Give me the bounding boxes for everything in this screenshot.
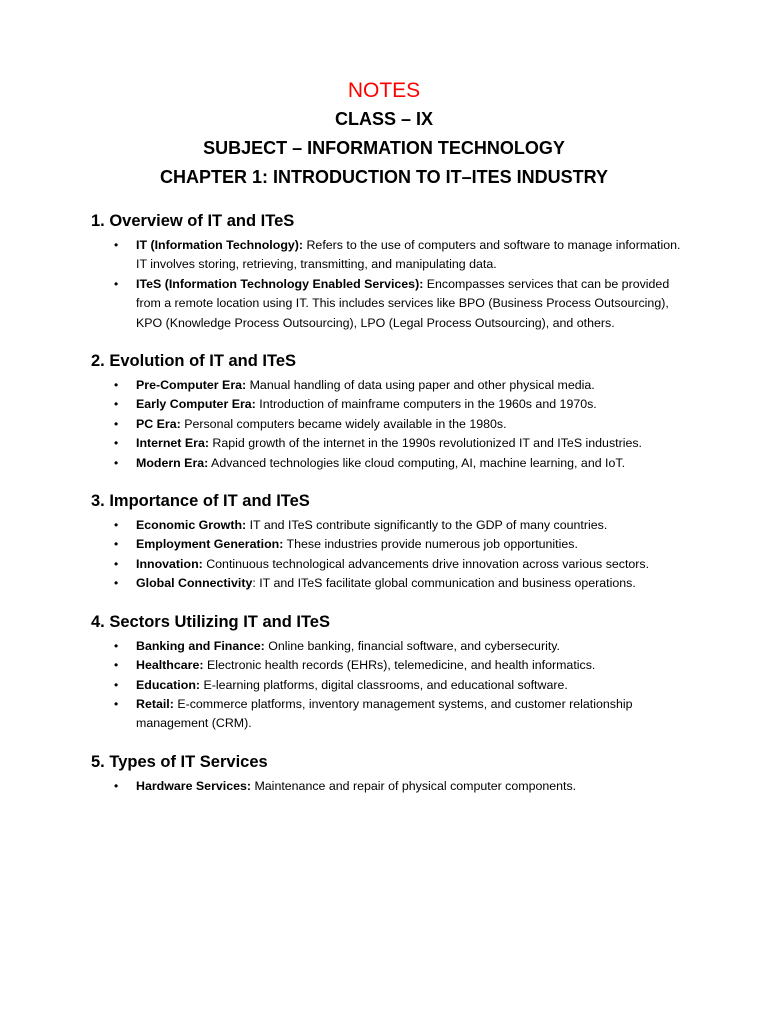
subject-heading: SUBJECT – INFORMATION TECHNOLOGY	[203, 138, 565, 158]
item-term: ITeS (Information Technology Enabled Services):	[136, 276, 424, 291]
section-title: 1. Overview of IT and ITeS	[91, 212, 295, 230]
bullet-list	[91, 637, 691, 734]
bullet-list	[91, 376, 691, 473]
section-3	[91, 489, 691, 594]
item-term: Internet Era:	[136, 436, 209, 451]
bullet-icon: •	[114, 436, 119, 451]
item-term: Healthcare:	[136, 658, 204, 673]
section-title: 2. Evolution of IT and ITeS	[91, 352, 297, 371]
item-description: Maintenance and repair of physical computer components.	[251, 778, 577, 793]
list-item	[91, 535, 691, 554]
bullet-icon: •	[114, 276, 119, 291]
item-term: Modern Era:	[136, 455, 209, 470]
list-item	[91, 236, 691, 275]
list-item	[91, 434, 691, 453]
bullet-icon: •	[114, 455, 119, 470]
item-term: Economic Growth:	[136, 518, 247, 533]
bullet-icon: •	[114, 416, 119, 431]
notes-content	[91, 209, 691, 812]
chapter-heading: CHAPTER 1: INTRODUCTION TO IT–ITES INDUSTRY	[159, 167, 609, 187]
item-description: Continuous technological advancements drive innovation across various sectors.	[202, 556, 650, 571]
item-term: PC Era:	[136, 416, 181, 431]
class-heading: CLASS – IX	[334, 109, 434, 129]
item-term: Hardware Services:	[136, 778, 252, 793]
bullet-list	[91, 236, 691, 333]
item-description: Refers to the use of computers and software to manage information. IT involves storing, retrieving, transmitting, and manipulating data.	[136, 238, 681, 272]
list-item	[91, 656, 691, 675]
section-2	[91, 349, 691, 473]
bullet-icon: •	[114, 556, 119, 571]
item-term: Global Connectivity	[136, 576, 253, 591]
bullet-icon: •	[114, 638, 119, 653]
list-item	[91, 695, 691, 734]
item-term: Early Computer Era:	[136, 397, 256, 412]
list-item	[91, 415, 691, 434]
item-term: Retail:	[136, 696, 174, 711]
list-item	[91, 454, 691, 473]
notes-title: NOTES	[347, 79, 421, 102]
item-description: Electronic health records (EHRs), telemedicine, and health informatics.	[203, 658, 596, 673]
section-title: 4. Sectors Utilizing IT and ITeS	[91, 612, 330, 631]
bullet-icon: •	[114, 537, 119, 552]
list-item	[91, 376, 691, 395]
item-term: Education:	[136, 677, 201, 692]
bullet-icon: •	[114, 518, 119, 533]
bullet-icon: •	[114, 677, 119, 692]
item-description: Personal computers became widely available in the 1980s.	[180, 416, 507, 431]
item-term: Employment Generation:	[136, 537, 284, 552]
item-description: : IT and ITeS facilitate global communication and business operations.	[252, 576, 636, 591]
section-title: 3. Importance of IT and ITeS	[91, 492, 310, 511]
section-5	[91, 750, 691, 796]
list-item	[91, 777, 691, 796]
bullet-icon: •	[114, 238, 119, 252]
item-description: Encompasses services that can be provided from a remote location using IT. This includes services like BPO (Business Process Outsourcing), KPO (Knowledge Process Outsourcing), LPO (Legal Process Outsourcing), and others.	[136, 276, 670, 330]
list-item	[91, 516, 691, 535]
item-term: IT (Information Technology):	[136, 238, 304, 252]
item-description: IT and ITeS contribute significantly to the GDP of many countries.	[246, 518, 608, 533]
list-item	[91, 275, 691, 333]
section-4	[91, 610, 691, 734]
item-description: E-learning platforms, digital classrooms, and educational software.	[200, 677, 568, 692]
section-title: 5. Types of IT Services	[91, 752, 268, 771]
item-description: Online banking, financial software, and cybersecurity.	[264, 638, 560, 653]
bullet-list	[91, 777, 691, 796]
list-item	[91, 395, 691, 414]
bullet-icon: •	[114, 696, 119, 711]
bullet-icon: •	[114, 397, 119, 412]
item-description: Advanced technologies like cloud computing, AI, machine learning, and IoT.	[208, 455, 626, 470]
item-term: Banking and Finance:	[136, 638, 265, 653]
item-description: Rapid growth of the internet in the 1990s revolutionized IT and ITeS industries.	[208, 436, 642, 451]
list-item	[91, 676, 691, 695]
document-header	[0, 76, 768, 192]
item-description: Introduction of mainframe computers in the 1960s and 1970s.	[255, 397, 597, 412]
item-term: Pre-Computer Era:	[136, 378, 247, 393]
list-item	[91, 555, 691, 574]
bullet-icon: •	[114, 576, 119, 591]
bullet-icon: •	[114, 658, 119, 673]
item-term: Innovation:	[136, 556, 203, 571]
bullet-icon: •	[114, 378, 119, 393]
section-1	[91, 209, 691, 333]
item-description: These industries provide numerous job opportunities.	[283, 537, 578, 552]
list-item	[91, 574, 691, 593]
item-description: E-commerce platforms, inventory management systems, and customer relationship management (CRM).	[136, 696, 633, 731]
item-description: Manual handling of data using paper and other physical media.	[246, 378, 595, 393]
bullet-list	[91, 516, 691, 594]
bullet-icon: •	[114, 778, 119, 793]
list-item	[91, 637, 691, 656]
